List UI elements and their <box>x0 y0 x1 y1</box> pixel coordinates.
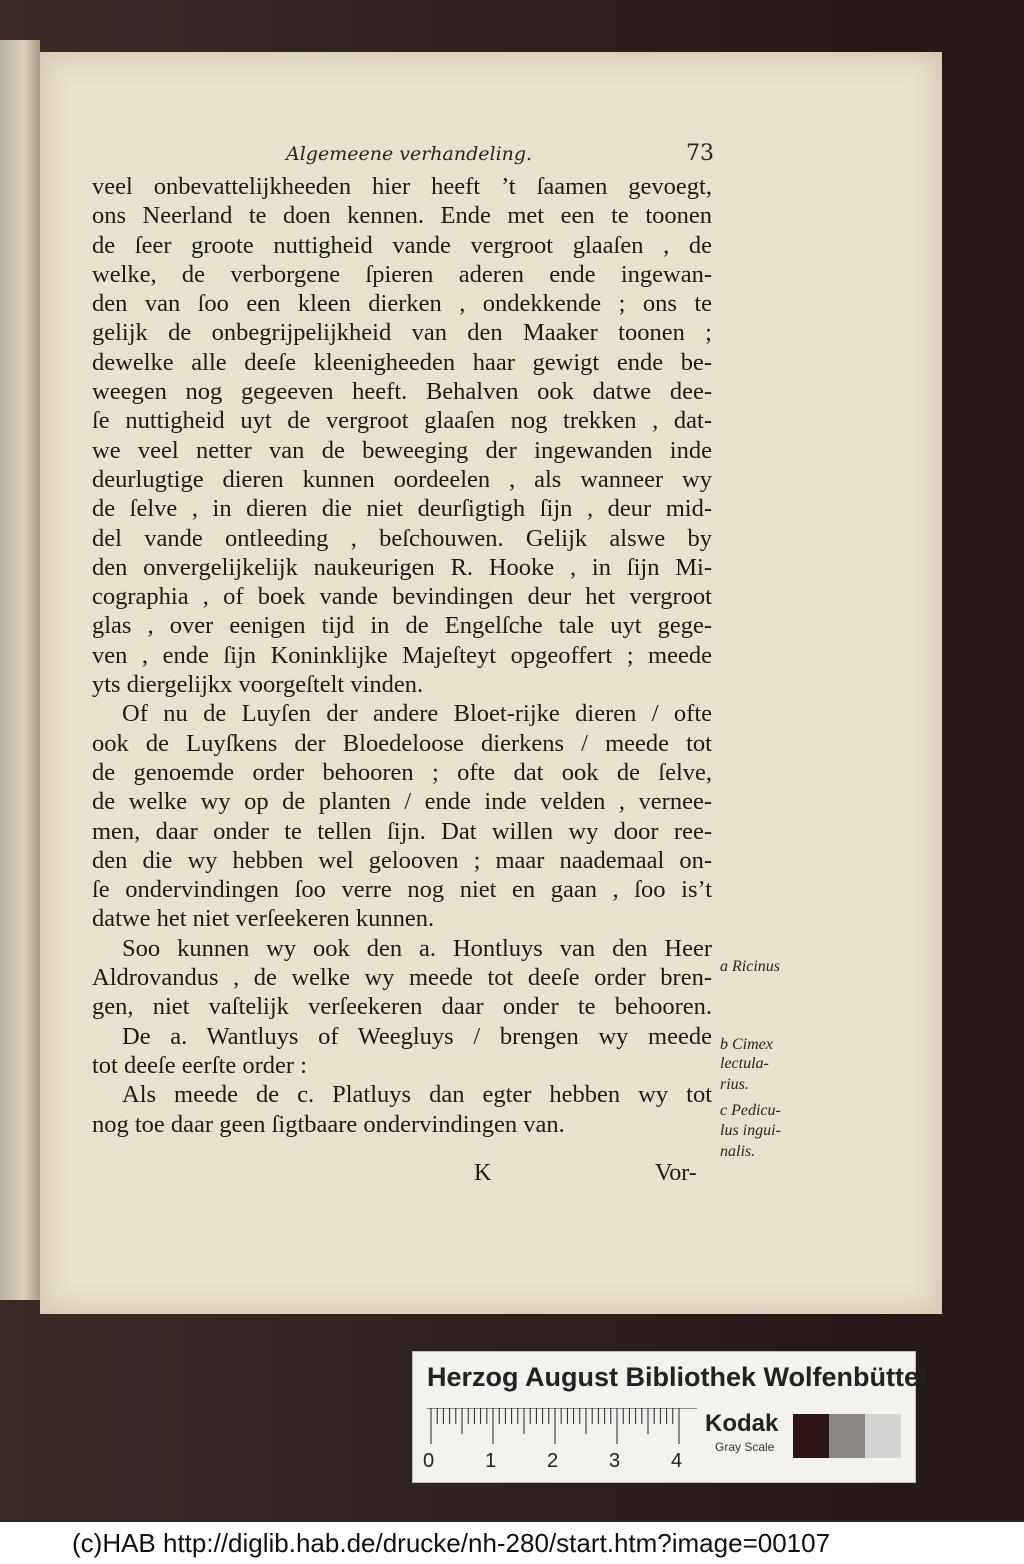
body-text <box>92 172 712 1139</box>
margin-note-c: c Pedicu- <box>720 1102 781 1119</box>
library-name: Herzog August Bibliothek Wolfenbüttel <box>427 1362 927 1392</box>
library-color-card <box>412 1351 927 1483</box>
kodak-logo: Kodak <box>705 1410 779 1437</box>
ruler-number: 0 <box>423 1450 435 1472</box>
signature-mark: K <box>474 1160 492 1186</box>
running-head: Algemeene verhandeling. <box>286 143 533 165</box>
ruler-number: 2 <box>547 1450 559 1472</box>
text-line: De a. Wantluys of Weegluys / brengen wy meede <box>122 1022 712 1050</box>
facing-page-edge <box>0 40 40 1300</box>
text-line: ſe ondervindingen ſoo verre nog niet en gaan , ſoo is’t <box>92 876 712 904</box>
catchword: Vor- <box>655 1160 697 1186</box>
ruler-number: 3 <box>609 1450 621 1472</box>
text-line: ſe nuttigheid uyt de vergroot glaaſen nog trekken , dat- <box>92 407 712 435</box>
text-line: we veel netter van de beweeging der ingewanden inde <box>92 436 712 464</box>
ruler-number: 1 <box>485 1450 497 1472</box>
text-line: nog toe daar geen ſigtbaare ondervindingen van. <box>92 1110 565 1138</box>
source-url: (c)HAB http://diglib.hab.de/drucke/nh-280/start.htm?image=00107 <box>72 1528 831 1558</box>
ruler-number: 4 <box>671 1450 683 1472</box>
margin-note-b2: lectula- <box>720 1055 769 1072</box>
gray-swatch-dark <box>793 1414 829 1458</box>
text-line: de ſelve , in dieren die niet deurſigtigh ſijn , deur mid- <box>92 495 712 523</box>
text-line: den onvergelijkelijk naukeurigen R. Hooke , in ſijn Mi- <box>92 553 712 581</box>
text-line: gelijk de onbegrijpelijkheid van den Maaker toonen ; <box>92 319 712 347</box>
text-line: ons Neerland te doen kennen. Ende met een te toonen <box>92 202 712 230</box>
text-line: ven , ende ſijn Koninklijke Majeſteyt opgeoffert ; meede <box>92 641 712 669</box>
text-line: veel onbevattelijkheeden hier heeft ’t ſaamen gevoegt, <box>92 173 712 200</box>
source-footer <box>0 1522 1024 1564</box>
text-line: del vande ontleeding , beſchouwen. Gelijk alswe by <box>92 524 712 552</box>
text-line: Als meede de c. Platluys dan egter hebben wy tot <box>122 1081 712 1109</box>
text-line: dewelke alle deeſe kleenigheeden haar gewigt ende be- <box>92 348 712 376</box>
text-line: Soo kunnen wy ook den a. Hontluys van den Heer <box>122 934 712 962</box>
text-line: de ſeer groote nuttigheid vande vergroot glaaſen , de <box>92 231 712 259</box>
text-line: gen, niet vaſtelijk verſeekeren daar onder te behooren. <box>92 993 712 1021</box>
margin-note-c2: lus ingui- <box>720 1122 781 1139</box>
margin-note-c3: nalis. <box>720 1143 756 1160</box>
gray-scale-label: Gray Scale <box>715 1440 775 1454</box>
ruler-scale <box>427 1408 697 1446</box>
text-line: yts diergelijkx voorgeſtelt vinden. <box>92 671 424 699</box>
text-line: weegen nog gegeeven heeft. Behalven ook datwe dee- <box>92 378 712 406</box>
margin-note-b3: rius. <box>720 1076 749 1093</box>
text-line: tot deeſe eerſte order : <box>92 1051 307 1079</box>
text-line: datwe het niet verſeekeren kunnen. <box>92 905 435 933</box>
text-line: de welke wy op de planten / ende inde velden , vernee- <box>92 788 712 816</box>
text-line: den van ſoo een kleen dierken , ondekkende ; ons te <box>92 290 712 318</box>
text-line: Aldrovandus , de welke wy meede tot deeſe order bren- <box>92 964 712 992</box>
text-line: Of nu de Luyſen der andere Bloet-rijke dieren / ofte <box>122 700 712 728</box>
margin-note-a: a Ricinus <box>720 958 780 975</box>
margin-note-b: b Cimex <box>720 1036 773 1053</box>
text-line: men, daar onder te tellen ſijn. Dat willen wy door ree- <box>92 817 712 845</box>
text-line: welke, de verborgene ſpieren aderen ende ingewan- <box>92 260 712 288</box>
text-line: cographia , of boek vande bevindingen deur het vergroot <box>92 583 712 611</box>
text-line: deurlugtige dieren kunnen oordeelen , als wanneer wy <box>92 465 712 493</box>
text-line: glas , over eenigen tijd in de Engelſche tale uyt gege- <box>92 612 712 640</box>
page-number: 73 <box>686 141 714 166</box>
gray-swatch-mid <box>829 1414 865 1458</box>
text-line: de genoemde order behooren ; ofte dat ook de ſelve, <box>92 758 712 786</box>
gray-swatch-light <box>865 1414 901 1458</box>
text-line: ook de Luyſkens der Bloedeloose dierkens / meede tot <box>92 729 712 757</box>
text-line: den die wy hebben wel gelooven ; maar naademaal on- <box>92 846 712 874</box>
